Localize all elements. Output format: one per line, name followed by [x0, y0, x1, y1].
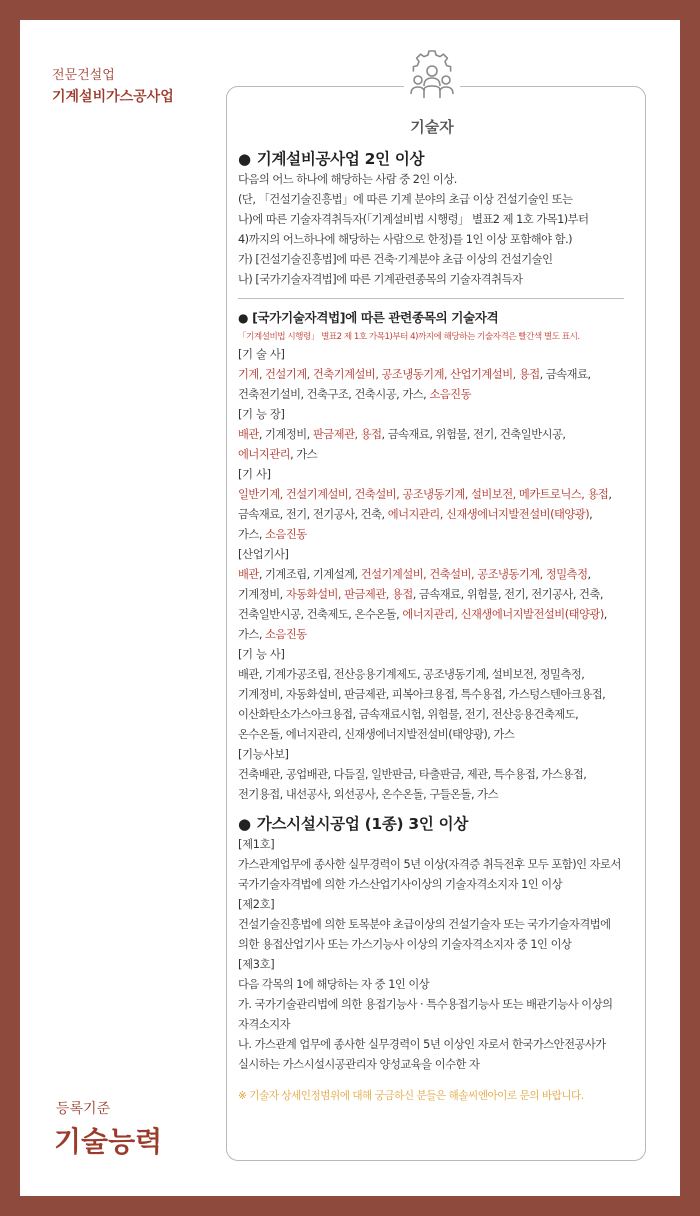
- highlighted-qualification: 에너지관리, 신재생에너지발전설비(태양광): [387, 508, 590, 521]
- qualification-text: 건축일반시공, 건축제도, 온수온돌,: [238, 608, 403, 621]
- highlighted-qualification: 판금제관, 용접: [312, 428, 382, 441]
- highlighted-qualification: 소음진동: [429, 388, 471, 401]
- qualification-text: ,: [587, 568, 591, 581]
- qualification-text: ,: [589, 508, 593, 521]
- section1-line: (단, 「건설기술진흥법」에 따른 기계 분야의 초급 이상 건설기술인 또는: [238, 193, 573, 206]
- group-items-line: [238, 505, 638, 525]
- group-label: [기 능 장]: [238, 408, 285, 421]
- qualification-text: 기계정비, 자동화설비, 판금제관, 피복아크용접, 특수용접, 가스텅스텐아크용접,: [238, 688, 606, 701]
- highlighted-qualification: 기계, 건설기계, 건축기계설비, 공조냉동기계, 산업기계설비, 용접: [238, 368, 540, 381]
- section1-line: 4)까지의 어느하나에 해당하는 사람으로 한정)를 1인 이상 포함해야 함.): [238, 233, 573, 246]
- qualification-text: ,: [603, 608, 607, 621]
- group-label: [기 사]: [238, 468, 271, 481]
- qualification-text: ,: [608, 488, 612, 501]
- highlighted-qualification: 소음진동: [265, 628, 307, 641]
- panel-title: 기술자: [410, 118, 454, 136]
- group-items-line: [238, 705, 638, 725]
- highlighted-qualification: 소음진동: [265, 528, 307, 541]
- section3-heading: ● 가스시설시공업 (1종) 3인 이상: [238, 815, 469, 833]
- group-items-line: [238, 785, 638, 805]
- section1-body: [238, 170, 638, 290]
- qualification-text: , 금속재료, 위험물, 전기, 전기공사, 건축,: [412, 588, 603, 601]
- clause-line: 나. 가스관계 업무에 종사한 실무경력이 5년 이상인 자로서 한국가스안전공사가: [238, 1038, 606, 1051]
- group-items-line: [238, 385, 638, 405]
- qualification-text: , 기계정비,: [258, 428, 313, 441]
- bullet-icon: ●: [238, 815, 251, 833]
- section1-line: 나)에 따른 기술자격취득자(「기계설비법 시행령」 별표2 제 1호 가목1)부터: [238, 213, 589, 226]
- clause-line: 의한 용접산업기사 또는 가스기능사 이상의 기술자격소지자 중 1인 이상: [238, 938, 572, 951]
- bullet-icon: ●: [238, 150, 251, 168]
- section1-line: 가) [건설기술진흥법]에 따른 건축·기계분야 초급 이상의 건설기술인: [238, 253, 553, 266]
- highlighted-qualification: 일반기계, 건설기계설비, 건축설비, 공조냉동기계, 설비보전, 메카트로닉스, 용접: [238, 488, 609, 501]
- highlighted-qualification: 자동화설비, 판금제관, 용접: [285, 588, 413, 601]
- qualification-text: , 가스: [290, 448, 318, 461]
- qualification-text: 이산화탄소가스아크용접, 금속재료시험, 위험물, 전기, 전산응용건축제도,: [238, 708, 579, 721]
- clause-line: 실시하는 가스시설시공관리자 양성교육을 이수한 자: [238, 1058, 480, 1071]
- qualification-text: 배관, 기계가공조립, 전산응용기계제도, 공조냉동기계, 설비보전, 정밀측정,: [238, 668, 585, 681]
- group-items-line: [238, 565, 638, 585]
- highlighted-qualification: 에너지관리: [238, 448, 291, 461]
- clause-line: 국가기술자격법에 의한 가스산업기사이상의 기술자격소지자 1인 이상: [238, 878, 563, 891]
- clause-line: 자격소지자: [238, 1018, 291, 1031]
- clause-label: [제1호]: [238, 838, 275, 851]
- contact-footnote: ※ 기술자 상세인정범위에 대해 궁금하신 분들은 해솔씨엔아이로 문의 바랍니다.: [238, 1090, 584, 1102]
- section1-heading: ● 기계설비공사업 2인 이상: [238, 150, 425, 168]
- group-items-line: [238, 605, 638, 625]
- qualification-text: , 금속재료,: [539, 368, 591, 381]
- group-label: [기 능 사]: [238, 648, 285, 661]
- group-label: [기 술 사]: [238, 348, 285, 361]
- category-title: 기계설비가스공사업: [52, 89, 174, 105]
- qualification-text: 금속재료, 전기, 전기공사, 건축,: [238, 508, 388, 521]
- group-items-line: [238, 445, 638, 465]
- highlighted-qualification: 에너지관리, 신재생에너지발전설비(태양광): [402, 608, 604, 621]
- section2-heading: ● [국가기술자격법]에 따른 관련종목의 기술자격: [238, 310, 499, 325]
- group-label: [기능사보]: [238, 748, 289, 761]
- highlighted-qualification: 배관: [238, 568, 259, 581]
- group-items-line: [238, 525, 638, 545]
- group-items-line: [238, 765, 638, 785]
- group-items-line: [238, 425, 638, 445]
- qualification-text: , 금속재료, 위험물, 전기, 건축일반시공,: [381, 428, 566, 441]
- group-items-line: [238, 685, 638, 705]
- registration-subtitle: 등록기준: [56, 1101, 111, 1117]
- group-label: [산업기사]: [238, 548, 289, 561]
- clause-label: [제3호]: [238, 958, 275, 971]
- clause-label: [제2호]: [238, 898, 275, 911]
- qualification-text: 온수온돌, 에너지관리, 신재생에너지발전설비(태양광), 가스: [238, 728, 515, 741]
- clause-line: 가스관계업무에 종사한 실무경력이 5년 이상(자격증 취득전후 모두 포함)인 자로서: [238, 858, 621, 871]
- category-subtitle: 전문건설업: [52, 68, 115, 83]
- highlighted-qualification: 배관: [238, 428, 259, 441]
- qualification-groups: [238, 345, 638, 805]
- section1-line: 나) [국가기술자격법]에 따른 기계관련종목의 기술자격취득자: [238, 273, 523, 286]
- clause-line: 다음 각목의 1에 해당하는 자 중 1인 이상: [238, 978, 430, 991]
- panel-content: [238, 148, 638, 1105]
- qualification-text: 기계정비,: [238, 588, 286, 601]
- group-items-line: [238, 585, 638, 605]
- group-items-line: [238, 665, 638, 685]
- qualification-text: , 기계조립, 기계설계,: [258, 568, 361, 581]
- registration-title: 기술능력: [54, 1125, 163, 1158]
- people-gear-icon: [404, 46, 460, 106]
- bullet-icon: ●: [238, 311, 249, 325]
- qualification-text: 건축전기설비, 건축구조, 건축시공, 가스,: [238, 388, 430, 401]
- qualification-text: 가스,: [238, 528, 266, 541]
- clause-line: 건설기술진흥법에 의한 토목분야 초급이상의 건설기술자 또는 국가기술자격법에: [238, 918, 611, 931]
- qualification-text: 전기용접, 내선공사, 외선공사, 온수온돌, 구들온돌, 가스: [238, 788, 498, 801]
- group-items-line: [238, 485, 638, 505]
- group-items-line: [238, 365, 638, 385]
- qualification-text: 가스,: [238, 628, 266, 641]
- section1-line: 다음의 어느 하나에 해당하는 사람 중 2인 이상.: [238, 173, 457, 186]
- qualification-text: 건축배관, 공업배관, 다듬질, 일반판금, 타출판금, 제관, 특수용접, 가스용접,: [238, 768, 587, 781]
- highlighted-qualification: 건설기계설비, 건축설비, 공조냉동기계, 정밀측정: [360, 568, 588, 581]
- section2-note: 「기계설비법 시행령」 별표2 제 1호 가목1)부터 4)까지에 해당하는 기술자격은 빨간색 별도 표시.: [238, 332, 580, 342]
- section-divider: [238, 298, 624, 299]
- group-items-line: [238, 725, 638, 745]
- section3-body: [238, 835, 638, 1075]
- group-items-line: [238, 625, 638, 645]
- clause-line: 가. 국가기술관리법에 의한 용접기능사 · 특수용접기능사 또는 배관기능사 이상의: [238, 998, 613, 1011]
